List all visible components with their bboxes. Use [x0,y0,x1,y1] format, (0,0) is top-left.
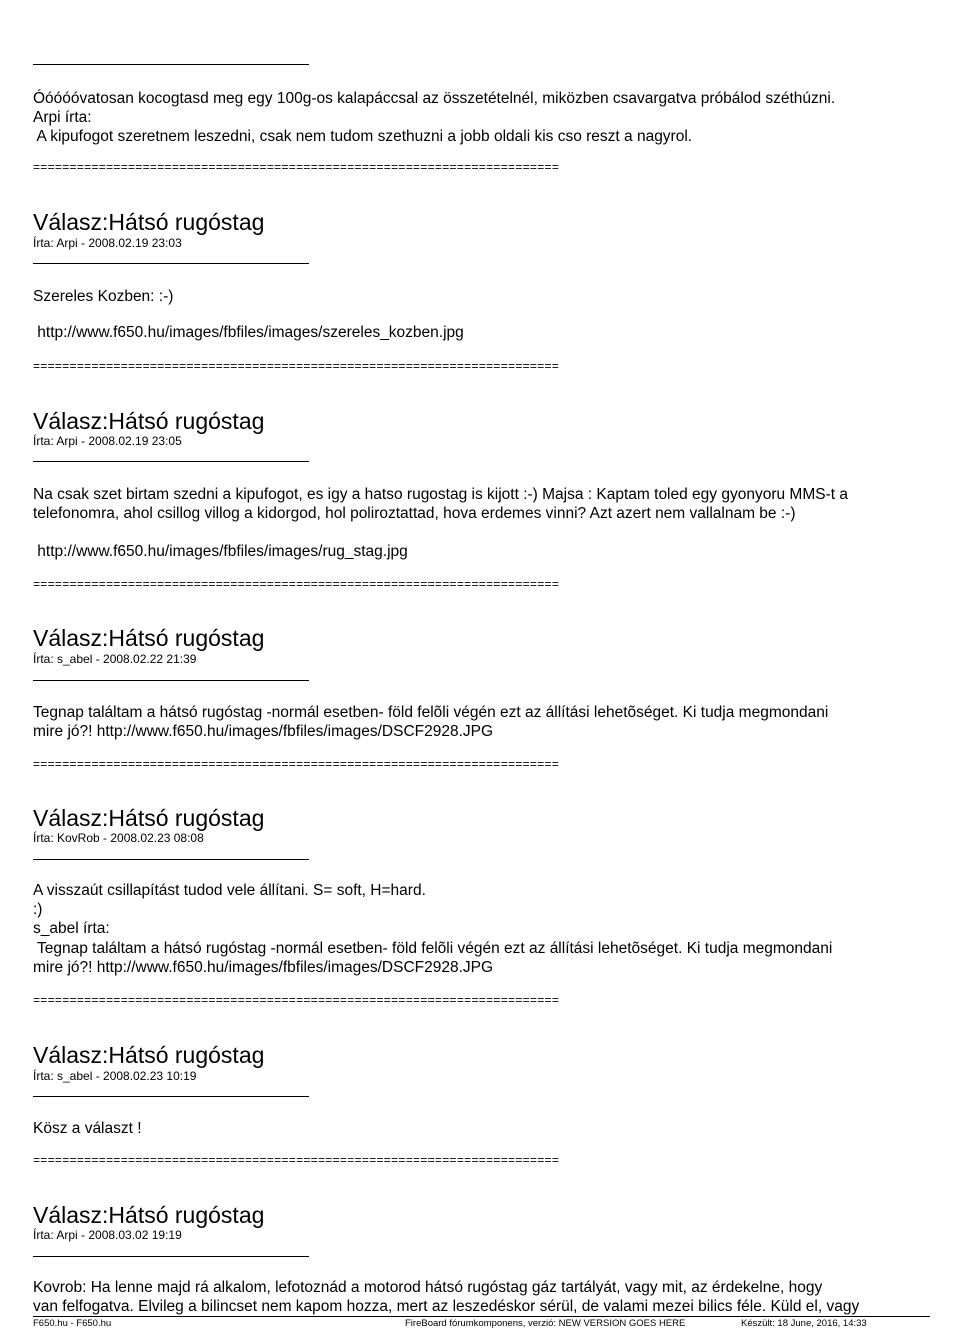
post-title: Válasz:Hátsó rugóstag [33,805,265,831]
footer-generated: Készült: 18 June, 2016, 14:33 [741,1318,867,1329]
post-meta: Írta: KovRob - 2008.02.23 08:08 [33,831,204,845]
post-title: Válasz:Hátsó rugóstag [33,408,265,434]
separator: ======================================================================== [33,993,560,1007]
post-link[interactable]: http://www.f650.hu/images/fbfiles/images/rug_stag.jpg [33,543,408,560]
post-meta: Írta: Arpi - 2008.02.19 23:03 [33,236,182,250]
top-rule [33,64,309,65]
post-meta: Írta: Arpi - 2008.03.02 19:19 [33,1228,182,1242]
post-rule [33,1096,309,1097]
post-meta: Írta: Arpi - 2008.02.19 23:05 [33,434,182,448]
post-rule [33,461,309,462]
quote-author: s_abel írta: [33,920,110,937]
separator: ======================================================================== [33,577,560,591]
quote-text: A kipufogot szeretnem leszedni, csak nem tudom szethuzni a jobb oldali kis cso reszt a nagyrol. [33,128,693,145]
post-line: van felfogatva. Elvileg a bilincset nem kapom hozza, mert az leszedéskor sérül, de valami mezei bilics féle. Küld el, vagy [33,1298,860,1315]
post-rule [33,1256,309,1257]
separator: ======================================================================== [33,757,560,771]
post-line: Tegnap találtam a hátsó rugóstag -normál esetben- föld felõli végén ezt az állítási lehetõséget. Ki tudja megmondani [33,704,829,721]
separator: ======================================================================== [33,160,560,174]
quote-author: Arpi írta: [33,109,92,126]
footer-component: FireBoard fórumkomponens, verzió: NEW VERSION GOES HERE [405,1318,686,1329]
post-title: Válasz:Hátsó rugóstag [33,1042,265,1068]
separator: ======================================================================== [33,1153,560,1167]
footer-site: F650.hu - F650.hu [33,1318,112,1329]
post-title: Válasz:Hátsó rugóstag [33,1202,265,1228]
post-rule [33,263,309,264]
post-rule [33,680,309,681]
post-title: Válasz:Hátsó rugóstag [33,625,265,651]
post-line: mire jó?! http://www.f650.hu/images/fbfiles/images/DSCF2928.JPG [33,723,494,740]
intro-line: Óóóóóvatosan kocogtasd meg egy 100g-os kalapáccsal az összetételnél, miközben csavargatva próbálod széthúzni. [33,90,836,107]
separator: ======================================================================== [33,359,560,373]
post-rule [33,859,309,860]
post-line: :) [33,901,43,918]
post-meta: Írta: s_abel - 2008.02.22 21:39 [33,652,197,666]
post-line: telefonomra, ahol csillog villog a kidorgod, hol poliroztattad, hova erdemes vinni? Azt azert nem vallalnam be :-) [33,505,796,522]
post-line: Szereles Kozben: :-) [33,288,174,305]
post-link[interactable]: http://www.f650.hu/images/fbfiles/images/szereles_kozben.jpg [33,324,464,341]
post-line: Kovrob: Ha lenne majd rá alkalom, lefotoznád a motorod hátsó rugóstag gáz tartályát, vagy mit, az érdekelne, hogy [33,1279,823,1296]
post-line: A visszaút csillapítást tudod vele állítani. S= soft, H=hard. [33,882,426,899]
post-meta: Írta: s_abel - 2008.02.23 10:19 [33,1069,197,1083]
post-title: Válasz:Hátsó rugóstag [33,209,265,235]
post-line: Kösz a választ ! [33,1120,142,1137]
quote-text: Tegnap találtam a hátsó rugóstag -normál esetben- föld felõli végén ezt az állítási lehetõséget. Ki tudja megmondani [33,940,833,957]
quote-text: mire jó?! http://www.f650.hu/images/fbfiles/images/DSCF2928.JPG [33,959,494,976]
footer-rule [33,1316,930,1317]
post-line: Na csak szet birtam szedni a kipufogot, es igy a hatso rugostag is kijott :-) Majsa : Kaptam toled egy gyonyoru MMS-t a [33,486,848,503]
